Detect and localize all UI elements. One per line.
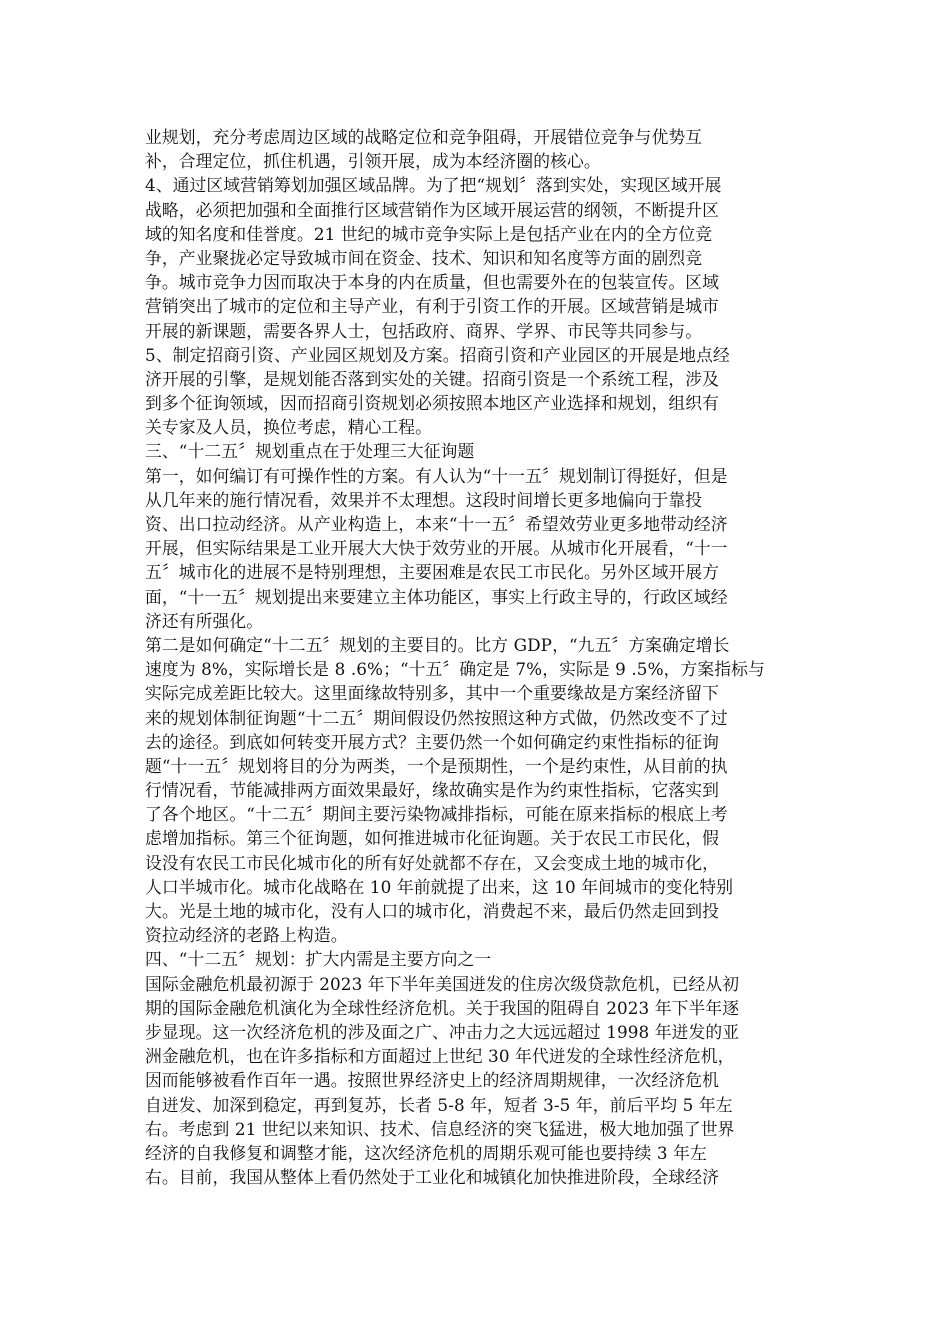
text-line: 步显现。这一次经济危机的涉及面之广、冲击力之大远远超过 1998 年迸发的亚: [145, 1021, 740, 1042]
text-line: 面，“十一五〞规划提出来要建立主体功能区，事实上行政主导的，行政区域经: [145, 586, 728, 607]
text-line: 国际金融危机最初源于 2023 年下半年美国迸发的住房次级贷款危机，已经从初: [145, 973, 740, 994]
text-line: 第一，如何编订有可操作性的方案。有人认为“十一五〞规划制订得挺好，但是: [145, 465, 728, 486]
text-line: 右。考虑到 21 世纪以来知识、技术、信息经济的突飞猛进，极大地加强了世界: [145, 1118, 735, 1139]
text-line: 补，合理定位，抓住机遇，引领开展，成为本经济圈的核心。: [145, 151, 601, 172]
text-line: 速度为 8%，实际增长是 8 .6%；“十五〞确定是 7%，实际是 9 .5%，方案指标与: [145, 659, 765, 680]
text-line: 济还有所强化。: [145, 610, 264, 631]
text-line: 设没有农民工市民化城市化的所有好处就都不存在，又会变成土地的城市化，: [145, 852, 719, 873]
text-line: 行情况看，节能减排两方面效果最好，缘故确实是作为约束性指标，它落实到: [145, 780, 719, 801]
text-line: 洲金融危机，也在许多指标和方面超过上世纪 30 年代迸发的全球性经济危机，: [145, 1046, 735, 1067]
text-line: 来的规划体制征询题“十二五〞期间假设仍然按照这种方式做，仍然改变不了过: [145, 707, 728, 728]
text-line: 虑增加指标。第三个征询题，如何推进城市化征询题。关于农民工市民化，假: [145, 828, 719, 849]
text-line: 从几年来的施行情况看，效果并不太理想。这段时间增长更多地偏向于靠投: [145, 489, 703, 510]
text-line: 经济的自我修复和调整才能，这次经济危机的周期乐观可能也要持续 3 年左: [145, 1142, 707, 1163]
text-line: 域的知名度和佳誉度。21 世纪的城市竞争实际上是包括产业在内的全方位竞: [145, 223, 713, 244]
text-line: 题“十一五〞规划将目的分为两类，一个是预期性，一个是约束性，从目前的执: [145, 755, 728, 776]
text-line: 实际完成差距比较大。这里面缘故特别多，其中一个重要缘故是方案经济留下: [145, 683, 719, 704]
text-line: 战略，必须把加强和全面推行区域营销作为区域开展运营的纲领，不断提升区: [145, 199, 719, 220]
text-line: 开展的新课题，需要各界人士，包括政府、商界、学界、市民等共同参与。: [145, 320, 703, 341]
section-heading: 三、“十二五〞规划重点在于处理三大征询题: [145, 441, 475, 462]
text-line: 4、通过区域营销筹划加强区域品牌。为了把“规划〞落到实处，实现区域开展: [145, 175, 722, 196]
text-line: 资拉动经济的老路上构造。: [145, 925, 348, 946]
text-line: 业规划，充分考虑周边区域的战略定位和竞争阻碍，开展错位竞争与优势互: [145, 127, 703, 147]
text-line: 开展，但实际结果是工业开展大大快于效劳业的开展。从城市化开展看，“十一: [145, 538, 728, 559]
text-line: 自迸发、加深到稳定，再到复苏，长者 5-8 年，短者 3-5 年，前后平均 5 年左: [145, 1094, 733, 1115]
text-line: 期的国际金融危机演化为全球性经济危机。关于我国的阻碍自 2023 年下半年逐: [145, 997, 740, 1018]
text-line: 右。目前，我国从整体上看仍然处于工业化和城镇化加快推进阶段，全球经济: [145, 1167, 719, 1188]
text-line: 了各个地区。“十二五〞期间主要污染物减排指标，可能在原来指标的根底上考: [145, 804, 728, 825]
text-line: 关专家及人员，换位考虑，精心工程。: [145, 417, 432, 438]
text-line: 第二是如何确定“十二五〞规划的主要目的。比方 GDP，“九五〞方案确定增长: [145, 634, 730, 655]
text-line: 资、出口拉动经济。从产业构造上，本来“十一五〞希望效劳业更多地带动经济: [145, 514, 728, 534]
text-line: 五〞城市化的进展不是特别理想，主要困难是农民工市民化。另外区域开展方: [145, 562, 719, 583]
section-heading: 四、“十二五〞规划：扩大内需是主要方向之一: [145, 949, 492, 970]
text-line: 人口半城市化。城市化战略在 10 年前就提了出来，这 10 年间城市的变化特别: [145, 876, 734, 897]
document-body: [145, 125, 810, 1189]
text-line: 争。城市竞争力因而取决于本身的内在质量，但也需要外在的包装宣传。区域: [145, 272, 719, 293]
text-line: 5、制定招商引资、产业园区规划及方案。招商引资和产业园区的开展是地点经: [145, 344, 730, 365]
text-line: 去的途径。到底如何转变开展方式？主要仍然一个如何确定约束性指标的征询: [145, 731, 719, 752]
text-line: 到多个征询领域，因而招商引资规划必须按照本地区产业选择和规划，组织有: [145, 393, 719, 414]
text-line: 争，产业聚拢必定导致城市间在资金、技术、知识和知名度等方面的剧烈竞: [145, 247, 703, 268]
text-line: 大。光是土地的城市化，没有人口的城市化，消费起不来，最后仍然走回到投: [145, 901, 719, 921]
text-line: 营销突出了城市的定位和主导产业，有利于引资工作的开展。区域营销是城市: [145, 296, 719, 317]
text-line: 因而能够被看作百年一遇。按照世界经济史上的经济周期规律，一次经济危机: [145, 1070, 719, 1091]
text-line: 济开展的引擎，是规划能否落到实处的关键。招商引资是一个系统工程，涉及: [145, 368, 719, 389]
